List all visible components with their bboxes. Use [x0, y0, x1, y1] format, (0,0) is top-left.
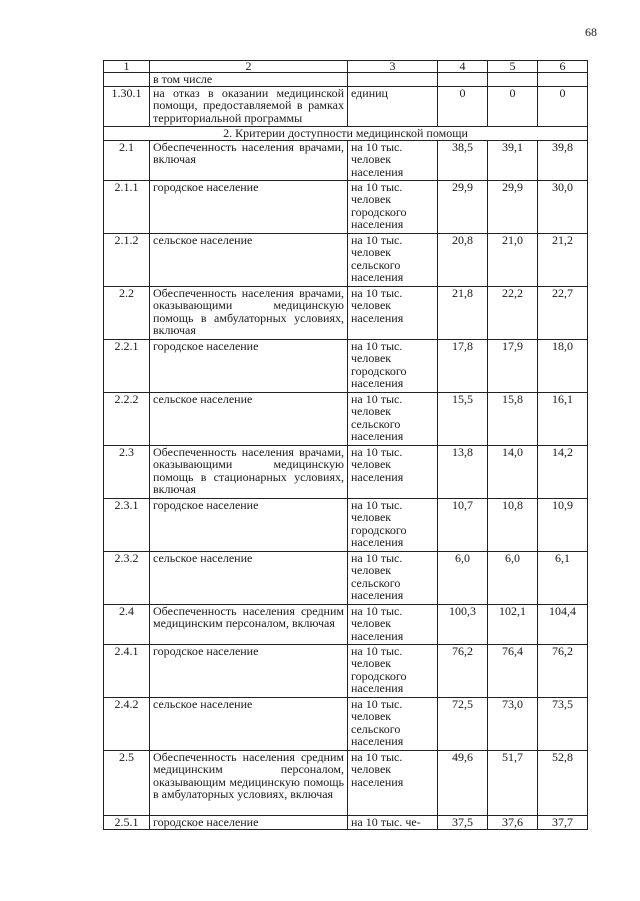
indicator-name: городское население: [150, 815, 348, 829]
indicator-name: сельское население: [150, 392, 348, 445]
section-heading-row: [104, 126, 588, 140]
indicator-name: сельское население: [150, 233, 348, 286]
value-col-6: 76,2: [538, 644, 588, 697]
value-col-5: 17,9: [488, 339, 538, 392]
value-col-5: 22,2: [488, 286, 538, 339]
row-number: 2.5.1: [104, 815, 150, 829]
row-number: 2.4: [104, 604, 150, 644]
unit-of-measure: на 10 тыс. человек городского населения: [348, 644, 438, 697]
table-row: [104, 697, 588, 750]
unit-of-measure: на 10 тыс. человек городского населения: [348, 339, 438, 392]
unit-of-measure: на 10 тыс. человек сельского населения: [348, 551, 438, 604]
value-col-4: 0: [438, 86, 488, 126]
indicator-name: городское население: [150, 498, 348, 551]
indicator-name: Обеспеченность населения врачами, включая: [150, 140, 348, 180]
indicator-name: Обеспеченность населения врачами, оказывающими медицинскую помощь в амбулаторных условиях, включая: [150, 286, 348, 339]
row-number: 2.2.2: [104, 392, 150, 445]
unit-of-measure: на 10 тыс. человек населения: [348, 140, 438, 180]
table-row: [104, 445, 588, 498]
section-heading: 2. Критерии доступности медицинской помощи: [104, 126, 588, 140]
unit-of-measure: на 10 тыс. человек населения: [348, 286, 438, 339]
table-row: [104, 339, 588, 392]
value-col-6: 22,7: [538, 286, 588, 339]
column-number: 1: [104, 61, 150, 73]
value-col-5: 37,6: [488, 815, 538, 829]
row-number: 2.4.1: [104, 644, 150, 697]
value-col-4: 29,9: [438, 180, 488, 233]
value-col-4: 20,8: [438, 233, 488, 286]
row-number: 2.2: [104, 286, 150, 339]
unit-of-measure: на 10 тыс. человек сельского населения: [348, 697, 438, 750]
value-col-5: 0: [488, 86, 538, 126]
value-col-4: 17,8: [438, 339, 488, 392]
indicator-name: в том числе: [150, 73, 348, 87]
value-col-5: 39,1: [488, 140, 538, 180]
value-col-4: 21,8: [438, 286, 488, 339]
row-number: 2.2.1: [104, 339, 150, 392]
table-row: [104, 750, 588, 815]
unit-of-measure: на 10 тыс. человек городского населения: [348, 498, 438, 551]
row-number: 2.3.2: [104, 551, 150, 604]
row-number: 2.1: [104, 140, 150, 180]
unit-of-measure: на 10 тыс. человек сельского населения: [348, 392, 438, 445]
value-col-6: 39,8: [538, 140, 588, 180]
unit-of-measure: на 10 тыс. человек городского населения: [348, 180, 438, 233]
value-col-6: 37,7: [538, 815, 588, 829]
table-row: [104, 551, 588, 604]
table-row: [104, 498, 588, 551]
column-number: 2: [150, 61, 348, 73]
value-col-6: [538, 73, 588, 87]
unit-of-measure: единиц: [348, 86, 438, 126]
table-row: [104, 644, 588, 697]
value-col-5: 51,7: [488, 750, 538, 815]
row-number: 2.5: [104, 750, 150, 815]
table-row: [104, 815, 588, 829]
unit-of-measure: на 10 тыс. человек населения: [348, 445, 438, 498]
unit-of-measure: на 10 тыс. человек населения: [348, 750, 438, 815]
indicator-name: городское население: [150, 644, 348, 697]
unit-of-measure: на 10 тыс. человек сельского населения: [348, 233, 438, 286]
value-col-6: 30,0: [538, 180, 588, 233]
value-col-5: 10,8: [488, 498, 538, 551]
value-col-4: 76,2: [438, 644, 488, 697]
value-col-5: 102,1: [488, 604, 538, 644]
value-col-6: 104,4: [538, 604, 588, 644]
indicator-name: Обеспеченность населения средним медицинским персоналом, включая: [150, 604, 348, 644]
criteria-table: [103, 60, 588, 830]
indicator-name: городское население: [150, 180, 348, 233]
column-number: 3: [348, 61, 438, 73]
table-row: [104, 140, 588, 180]
value-col-5: 6,0: [488, 551, 538, 604]
indicator-name: на отказ в оказании медицинской помощи, предоставляемой в рамках территориальной программы: [150, 86, 348, 126]
column-number-row: [104, 61, 588, 73]
value-col-6: 16,1: [538, 392, 588, 445]
row-number: [104, 73, 150, 87]
row-number: 2.1.1: [104, 180, 150, 233]
value-col-6: 18,0: [538, 339, 588, 392]
value-col-4: 49,6: [438, 750, 488, 815]
value-col-5: 21,0: [488, 233, 538, 286]
unit-of-measure: на 10 тыс. человек населения: [348, 604, 438, 644]
value-col-6: 14,2: [538, 445, 588, 498]
value-col-6: 6,1: [538, 551, 588, 604]
value-col-4: 37,5: [438, 815, 488, 829]
unit-of-measure: [348, 73, 438, 87]
table-row: [104, 233, 588, 286]
column-number: 5: [488, 61, 538, 73]
indicator-name: Обеспеченность населения средним медицинским персоналом, оказывающим медицинскую помощь в амбулаторных условиях, включая: [150, 750, 348, 815]
value-col-5: 14,0: [488, 445, 538, 498]
indicator-name: сельское население: [150, 551, 348, 604]
unit-of-measure: на 10 тыс. че-: [348, 815, 438, 829]
value-col-4: 72,5: [438, 697, 488, 750]
value-col-4: 38,5: [438, 140, 488, 180]
indicator-name: городское население: [150, 339, 348, 392]
value-col-4: [438, 73, 488, 87]
value-col-6: 0: [538, 86, 588, 126]
row-number: 2.1.2: [104, 233, 150, 286]
value-col-4: 10,7: [438, 498, 488, 551]
value-col-5: 29,9: [488, 180, 538, 233]
column-number: 6: [538, 61, 588, 73]
indicator-name: сельское население: [150, 697, 348, 750]
value-col-4: 13,8: [438, 445, 488, 498]
row-number: 2.4.2: [104, 697, 150, 750]
row-number: 2.3: [104, 445, 150, 498]
value-col-4: 100,3: [438, 604, 488, 644]
value-col-6: 10,9: [538, 498, 588, 551]
column-number: 4: [438, 61, 488, 73]
value-col-6: 21,2: [538, 233, 588, 286]
value-col-5: [488, 73, 538, 87]
row-number: 1.30.1: [104, 86, 150, 126]
value-col-6: 73,5: [538, 697, 588, 750]
page-number: 68: [585, 25, 597, 39]
value-col-4: 15,5: [438, 392, 488, 445]
row-number: 2.3.1: [104, 498, 150, 551]
table-row: [104, 286, 588, 339]
value-col-4: 6,0: [438, 551, 488, 604]
table-row: [104, 392, 588, 445]
value-col-5: 73,0: [488, 697, 538, 750]
table-row: [104, 86, 588, 126]
value-col-5: 15,8: [488, 392, 538, 445]
table-row: [104, 180, 588, 233]
table-row: [104, 73, 588, 87]
indicator-name: Обеспеченность населения врачами, оказывающими медицинскую помощь в стационарных условиях, включая: [150, 445, 348, 498]
value-col-6: 52,8: [538, 750, 588, 815]
table-row: [104, 604, 588, 644]
value-col-5: 76,4: [488, 644, 538, 697]
